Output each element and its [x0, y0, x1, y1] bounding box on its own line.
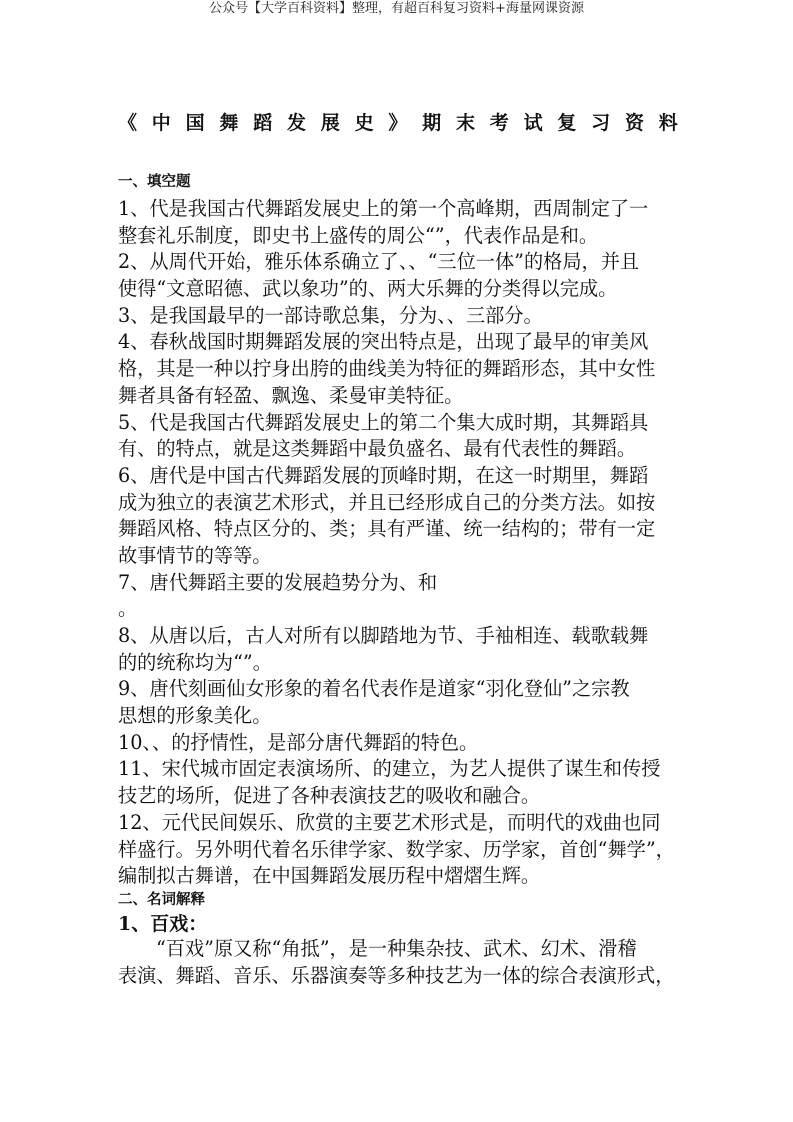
text-line: 编制拟古舞谱，在中国舞蹈发展历程中熠熠生辉。 [118, 864, 541, 888]
title-char: 展 [320, 112, 340, 134]
text-line: 6、唐代是中国古代舞蹈发展的顶峰时期，在这一时期里，舞蹈 [118, 463, 649, 487]
text-line: 格，其是一种以拧身出胯的曲线美为特征的舞蹈形态，其中女性 [118, 357, 656, 381]
text-line: 表演、舞蹈、音乐、乐器演奏等多种技艺为一体的综合表演形式， [118, 963, 675, 987]
text-line: 技艺的场所，促进了各种表演技艺的吸收和融合。 [118, 784, 541, 808]
text-line: 故事情节的等等。 [118, 543, 272, 567]
title-char: 《 [118, 112, 138, 134]
text-line: 。 [118, 597, 138, 621]
text-line: 使得“文意昭德、武以象功”的、两大乐舞的分类得以完成。 [118, 277, 618, 301]
text-line: 有、的特点，就是这类舞蹈中最负盛名、最有代表性的舞蹈。 [118, 437, 637, 461]
title-char: 史 [354, 112, 374, 134]
title-char: 期 [422, 112, 442, 134]
title-char: 国 [185, 112, 205, 134]
text-line: 舞者具备有轻盈、飘逸、柔曼审美特征。 [118, 383, 464, 407]
text-line: 9、唐代刻画仙女形象的着名代表作是道家“羽化登仙”之宗教 [118, 677, 630, 701]
section-terms-body [118, 936, 688, 989]
title-char: 习 [591, 112, 611, 134]
text-line: 8、从唐以后，古人对所有以脚踏地为节、手袖相连、载歌载舞 [118, 624, 649, 647]
section-heading-terms: 二、名词解释 [118, 891, 205, 908]
text-line: 3、是我国最早的一部诗歌总集，分为、、三部分。 [118, 303, 543, 327]
text-line: 12、元代民间娱乐、欣赏的主要艺术形式是，而明代的戏曲也同 [118, 810, 661, 834]
text-line: 的的统称均为“”。 [118, 650, 272, 674]
section-fill-blank-body [118, 196, 688, 890]
title-char: 发 [286, 112, 306, 134]
text-line: “百戏”原又称“角抵”，是一种集杂技、武术、幻术、滑稽 [156, 937, 637, 960]
title-char: 末 [455, 112, 475, 134]
text-line: 思想的形象美化。 [118, 704, 272, 728]
text-line: 2、从周代开始，雅乐体系确立了、、“三位一体”的格局，并且 [118, 250, 640, 274]
text-line: 10、、的抒情性，是部分唐代舞蹈的特色。 [118, 730, 479, 754]
text-line: 7、唐代舞蹈主要的发展趋势分为、和 [118, 570, 438, 594]
term-heading: 1、百戏： [118, 913, 208, 935]
text-line: 4、春秋战国时期舞蹈发展的突出特点是，出现了最早的审美风 [118, 330, 649, 354]
text-line: 整套礼乐制度，即史书上盛传的周公“”，代表作品是和。 [118, 223, 599, 247]
title-char: 料 [658, 112, 678, 134]
title-char: 考 [489, 112, 509, 134]
title-char: 资 [624, 112, 644, 134]
title-char: 舞 [219, 112, 239, 134]
document-title [118, 108, 678, 135]
section-heading-fill-blank: 一、填空题 [118, 173, 191, 190]
text-line: 舞蹈风格、特点区分的、类；具有严谨、统一结构的；带有一定 [118, 517, 656, 541]
title-char: 蹈 [253, 112, 273, 134]
text-line: 1、代是我国古代舞蹈发展史上的第一个高峰期，西周制定了一 [118, 197, 649, 220]
text-line: 成为独立的表演艺术形式，并且已经形成自己的分类方法。如按 [118, 490, 656, 514]
title-char: 》 [388, 112, 408, 134]
title-char: 中 [151, 112, 171, 134]
text-line: 样盛行。另外明代着名乐律学家、数学家、历学家，首创“舞学”， [118, 837, 675, 861]
title-char: 试 [523, 112, 543, 134]
text-line: 11、宋代城市固定表演场所、的建立，为艺人提供了谋生和传授 [118, 757, 661, 781]
header-banner: 公众号【大学百科资料】整理，有超百科复习资料+海量网课资源 [209, 1, 584, 16]
text-line: 5、代是我国古代舞蹈发展史上的第二个集大成时期，其舞蹈具 [118, 410, 649, 434]
title-char: 复 [557, 112, 577, 134]
